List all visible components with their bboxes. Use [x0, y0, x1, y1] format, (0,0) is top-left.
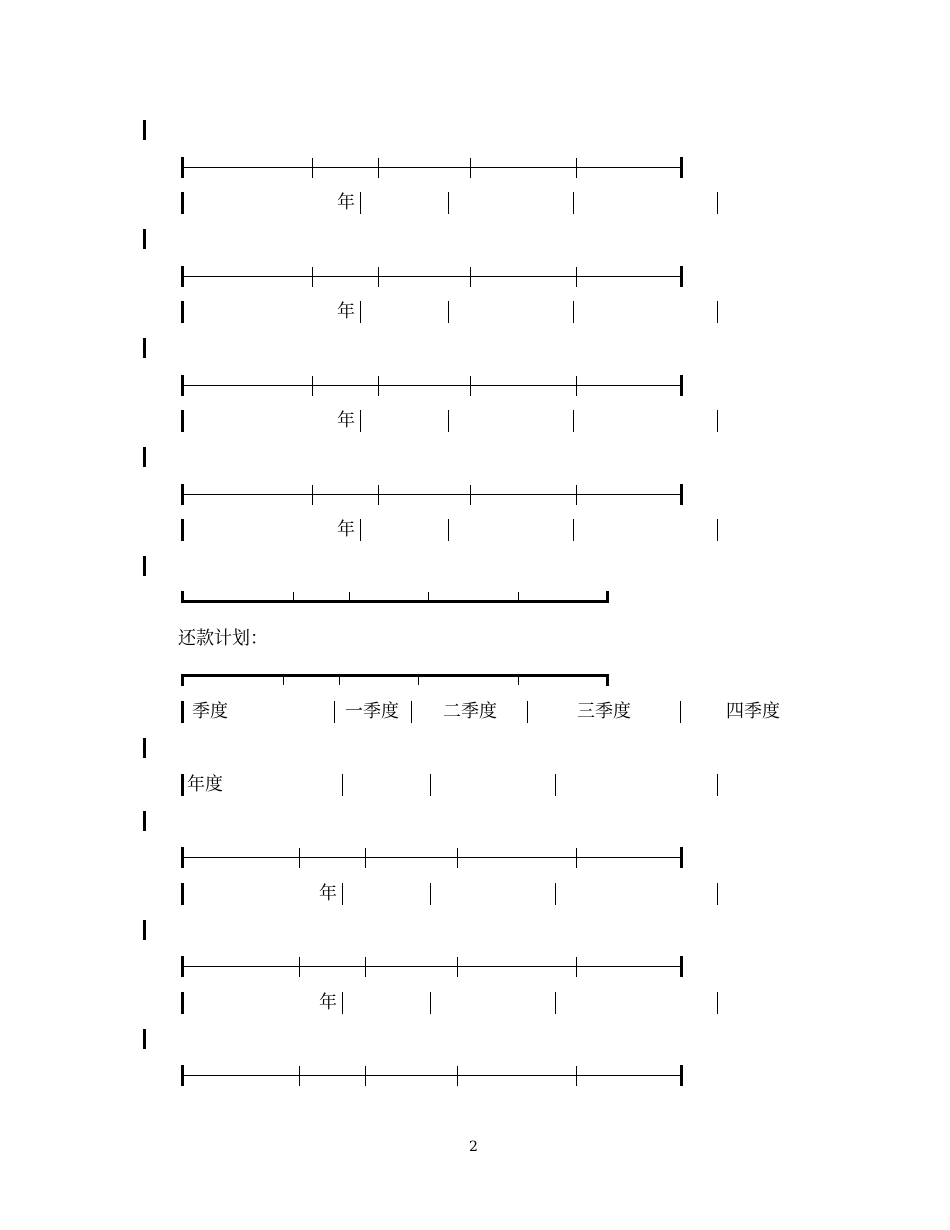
cell-border [448, 519, 449, 541]
cell-border [342, 992, 343, 1014]
table-rule-tick [365, 1066, 366, 1086]
table-rule [182, 276, 682, 277]
cell-border [717, 410, 718, 432]
cell-border [181, 301, 184, 323]
cell-border [717, 519, 718, 541]
cell-border [181, 701, 184, 723]
cell-border [430, 883, 431, 905]
cell-border [411, 701, 412, 723]
header-q4: 四季度 [726, 701, 780, 722]
table-rule-tick [418, 676, 419, 685]
table-rule-tick [518, 592, 519, 601]
cell-border [430, 992, 431, 1014]
cell-border [334, 701, 335, 723]
table-rule-tick [299, 957, 300, 977]
cell-border [573, 519, 574, 541]
row-year-label: 年度 [187, 774, 223, 795]
cell-border [717, 992, 718, 1014]
table-rule-end [181, 956, 184, 977]
cell-border [181, 992, 184, 1014]
cell-border [573, 192, 574, 214]
cell-border [181, 883, 184, 905]
table-rule-tick [312, 485, 313, 505]
table-rule-end [680, 1065, 683, 1086]
table-rule-tick [378, 485, 379, 505]
header-quarter: 季度 [192, 701, 228, 722]
cell-border [360, 519, 361, 541]
cell-border [342, 774, 343, 796]
table-rule-tick [470, 158, 471, 178]
cell-border [181, 192, 184, 214]
cell-border [717, 774, 718, 796]
table-rule-end [181, 375, 184, 396]
table-rule-tick [470, 485, 471, 505]
table-rule-end [181, 591, 184, 603]
cell-border [527, 701, 528, 723]
table-rule-end [181, 847, 184, 868]
table-rule-tick [576, 485, 577, 505]
table-rule-tick [299, 1066, 300, 1086]
margin-bar [143, 1029, 146, 1049]
table-rule [182, 167, 682, 168]
cell-border [717, 883, 718, 905]
cell-border [680, 701, 681, 723]
table-rule-end [680, 956, 683, 977]
table-rule-end [181, 157, 184, 178]
table-rule-end [181, 674, 184, 686]
cell-border [181, 410, 184, 432]
table-rule-tick [312, 267, 313, 287]
cell-border [573, 301, 574, 323]
margin-bar [143, 811, 146, 831]
cell-border [555, 883, 556, 905]
table-rule-tick [576, 1066, 577, 1086]
table-rule-tick [576, 158, 577, 178]
table-rule-end [606, 591, 609, 603]
table-rule-tick [576, 267, 577, 287]
table-rule-tick [470, 376, 471, 396]
table-rule-tick [365, 957, 366, 977]
table-rule-tick [576, 957, 577, 977]
year-label: 年 [337, 410, 355, 431]
table-bottom-border [181, 600, 609, 603]
table-rule-end [181, 484, 184, 505]
table-rule-tick [293, 592, 294, 601]
table-rule [182, 966, 682, 967]
table-rule-tick [428, 592, 429, 601]
cell-border [573, 410, 574, 432]
cell-border [181, 519, 184, 541]
page-number: 2 [469, 1139, 478, 1155]
margin-bar [143, 229, 146, 249]
cell-border [448, 410, 449, 432]
table-rule-end [606, 674, 609, 686]
margin-bar [143, 920, 146, 940]
header-q3: 三季度 [577, 701, 631, 722]
table-rule-tick [378, 158, 379, 178]
table-rule-tick [312, 376, 313, 396]
year-label: 年 [337, 519, 355, 540]
table-rule-end [680, 375, 683, 396]
table-rule [182, 857, 682, 858]
header-q2: 二季度 [443, 701, 497, 722]
table-rule-tick [378, 376, 379, 396]
table-rule-tick [518, 676, 519, 685]
header-q1: 一季度 [345, 701, 399, 722]
cell-border [430, 774, 431, 796]
cell-border [360, 192, 361, 214]
table-rule-tick [457, 1066, 458, 1086]
cell-border [717, 301, 718, 323]
table-rule-tick [365, 848, 366, 868]
table-rule-tick [576, 376, 577, 396]
table-rule-tick [299, 848, 300, 868]
table-rule-tick [378, 267, 379, 287]
cell-border [448, 192, 449, 214]
table-top-border [181, 674, 609, 677]
repayment-plan-heading: 还款计划： [178, 628, 268, 649]
table-rule-end [181, 266, 184, 287]
cell-border [717, 192, 718, 214]
table-rule-end [680, 847, 683, 868]
margin-bar [143, 338, 146, 358]
cell-border [555, 992, 556, 1014]
margin-bar [143, 447, 146, 467]
table-rule-tick [457, 957, 458, 977]
table-rule [182, 494, 682, 495]
table-rule [182, 1075, 682, 1076]
year-label: 年 [319, 992, 337, 1013]
table-rule-tick [339, 676, 340, 685]
table-rule-end [680, 157, 683, 178]
table-rule-end [680, 484, 683, 505]
margin-bar [143, 556, 146, 576]
table-rule-end [680, 266, 683, 287]
cell-border [342, 883, 343, 905]
year-label: 年 [319, 883, 337, 904]
cell-border [360, 301, 361, 323]
table-rule-end [181, 1065, 184, 1086]
year-label: 年 [337, 192, 355, 213]
cell-border [181, 774, 184, 796]
cell-border [360, 410, 361, 432]
table-rule-tick [283, 676, 284, 685]
table-rule-tick [576, 848, 577, 868]
table-rule-tick [349, 592, 350, 601]
table-rule [182, 385, 682, 386]
margin-bar [143, 738, 146, 758]
margin-bar [143, 120, 146, 140]
table-rule-tick [457, 848, 458, 868]
cell-border [555, 774, 556, 796]
table-rule-tick [470, 267, 471, 287]
year-label: 年 [337, 301, 355, 322]
table-rule-tick [312, 158, 313, 178]
cell-border [448, 301, 449, 323]
